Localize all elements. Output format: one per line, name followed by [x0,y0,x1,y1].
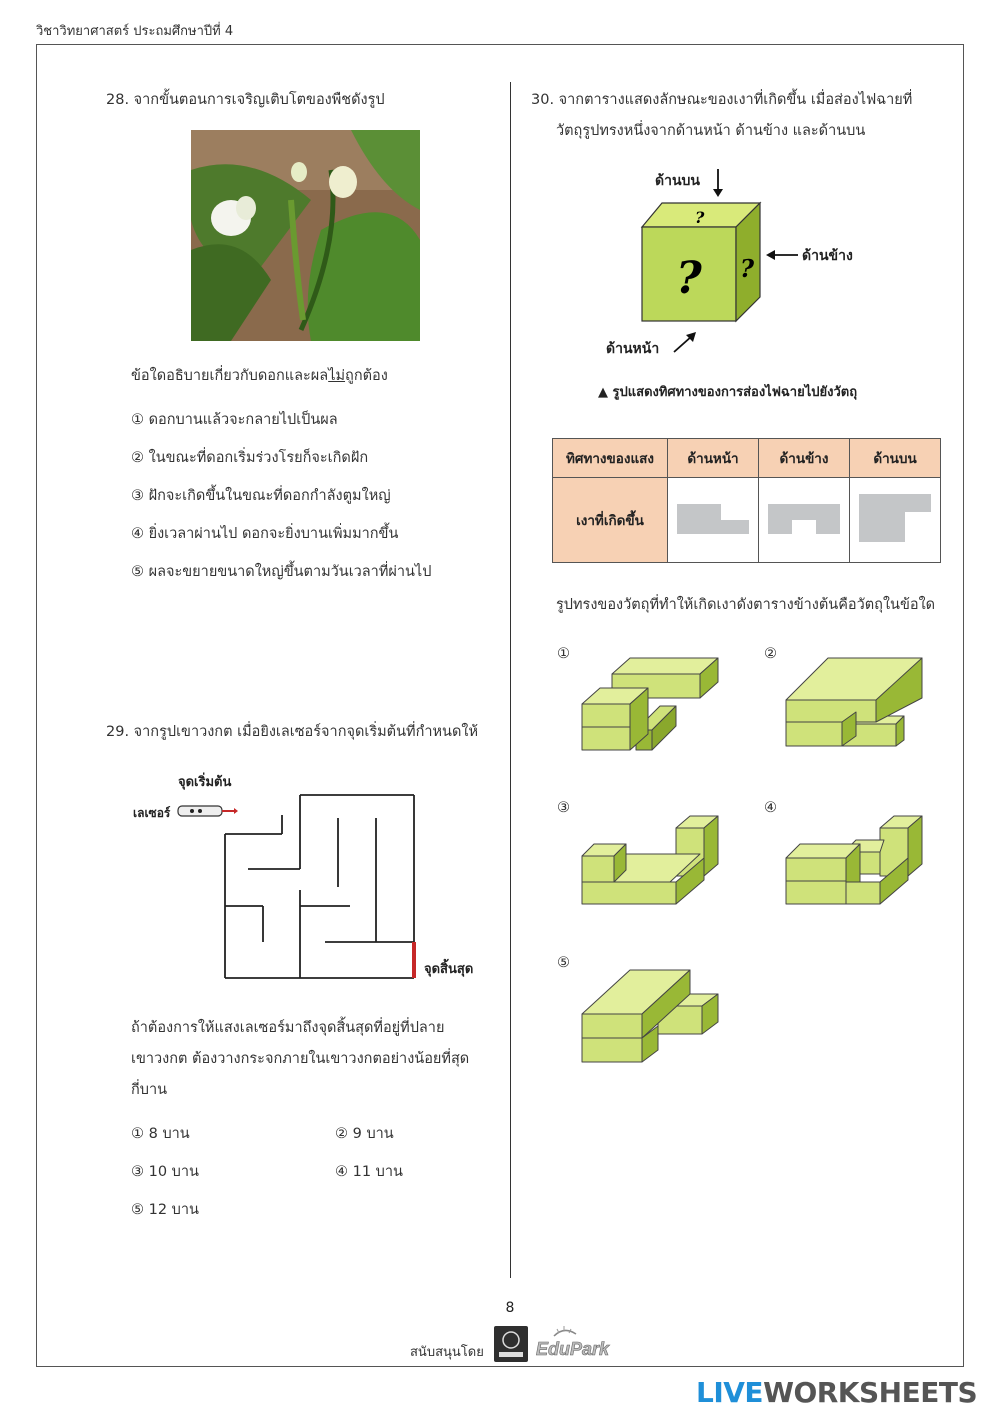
q30-option-3-label[interactable]: ③ [557,800,570,816]
side-shadow-cell [759,478,850,563]
q30-option-4-shape[interactable] [784,812,928,908]
table-header-top: ด้านบน [850,439,941,478]
edupark-logo [534,1324,612,1362]
q28-option-1[interactable]: ① ดอกบานแล้วจะกลายไปเป็นผล [131,412,338,428]
shadow-table [552,438,941,563]
q30-option-2-shape[interactable] [784,656,928,752]
table-header-front: ด้านหน้า [668,439,759,478]
cube-top-label: ด้านบน [655,173,700,189]
page-number: 8 [505,1300,515,1316]
watermark-prefix: LIVE [696,1376,764,1409]
q29-option-1[interactable]: ① 8 บาน [131,1126,190,1142]
column-divider [510,82,511,1278]
front-arrow [672,330,698,354]
q28-option-3[interactable]: ③ ฝักจะเกิดขึ้นในขณะที่ดอกกำลังตูมใหญ่ [131,488,391,504]
q29-option-4[interactable]: ④ 11 บาน [335,1164,403,1180]
maze-end-label: จุดสิ้นสุด [424,962,474,977]
q30-option-5-shape[interactable] [580,964,724,1064]
side-question-mark: ? [740,254,755,283]
q29-option-2[interactable]: ② 9 บาน [335,1126,394,1142]
table-header-side: ด้านข้าง [759,439,850,478]
q30-option-1-shape[interactable] [580,652,724,754]
q30-stem-line-1: 30. จากตารางแสดงลักษณะของเงาที่เกิดขึ้น เมื่อส่องไฟฉายที่ [531,92,913,108]
q28-option-5[interactable]: ⑤ ผลจะขยายขนาดใหญ่ขึ้นตามวันเวลาที่ผ่านไป [131,564,432,580]
q28-stem: 28. จากขั้นตอนการเจริญเติบโตของพืชดังรูป [106,92,385,108]
q29-sub-line-1: ถ้าต้องการให้แสงเลเซอร์มาถึงจุดสิ้นสุดที่อยู่ที่ปลาย [131,1020,445,1036]
front-question-mark: ? [676,253,702,304]
table-row-label: เงาที่เกิดขึ้น [553,478,668,563]
top-shadow-cell [850,478,941,563]
q30-option-3-shape[interactable] [580,812,724,908]
q29-stem: 29. จากรูปเขาวงกต เมื่อยิงเลเซอร์จากจุดเริ่มต้นที่กำหนดให้ [106,724,479,740]
top-question-mark: ? [695,208,705,227]
watermark-suffix: WORKSHEETS [763,1376,978,1409]
top-shadow-shape [857,492,933,544]
side-shadow-shape [766,498,842,538]
laser-device [178,806,238,816]
laser-label: เลเซอร์ [133,806,171,820]
q28-negation: ไม่ [328,368,346,384]
q30-option-1-label[interactable]: ① [557,646,570,662]
q29-option-3[interactable]: ③ 10 บาน [131,1164,199,1180]
side-arrow [766,248,800,262]
q28-subquestion: ข้อใดอธิบายเกี่ยวกับดอกและผลไม่ถูกต้อง [131,368,388,384]
maze-start-label: จุดเริ่มต้น [178,775,232,790]
header-title: วิชาวิทยาศาสตร์ ประถมศึกษาปีที่ 4 [36,24,234,39]
maze-walls [225,795,414,978]
q28-option-4[interactable]: ④ ยิ่งเวลาผ่านไป ดอกจะยิ่งบานเพิ่มมากขึ้น [131,526,399,542]
cube-front-label: ด้านหน้า [606,341,660,357]
cube-side-label: ด้านข้าง [802,248,853,264]
table-header-direction: ทิศทางของแสง [553,439,668,478]
front-shadow-shape [675,498,751,538]
cube-caption: ▲ รูปแสดงทิศทางของการส่องไฟฉายไปยังวัตถุ [598,385,858,400]
q30-stem-line-2: วัตถุรูปทรงหนึ่งจากด้านหน้า ด้านข้าง และด้านบน [556,123,866,139]
q30-option-4-label[interactable]: ④ [764,800,777,816]
laser-maze [170,780,430,990]
q29-sub-line-3: กี่บาน [131,1082,168,1098]
q28-option-2[interactable]: ② ในขณะที่ดอกเริ่มร่วงโรยก็จะเกิดฝัก [131,450,369,466]
sponsor-logo-icon [494,1326,528,1362]
q29-option-5[interactable]: ⑤ 12 บาน [131,1202,199,1218]
edupark-logo-text: EduPark [536,1339,610,1359]
q30-option-2-label[interactable]: ② [764,646,777,662]
q30-option-5-label[interactable]: ⑤ [557,955,570,971]
liveworksheets-watermark [696,1376,977,1409]
sponsor-label: สนับสนุนโดย [410,1345,484,1360]
front-shadow-cell [668,478,759,563]
q29-sub-line-2: เขาวงกต ต้องวางกระจกภายในเขาวงกตอย่างน้อยที่สุด [131,1051,470,1067]
q30-subquestion: รูปทรงของวัตถุที่ทำให้เกิดเงาดังตารางข้างต้นคือวัตถุในข้อใด [556,597,936,613]
bean-plant-photo [191,130,420,341]
